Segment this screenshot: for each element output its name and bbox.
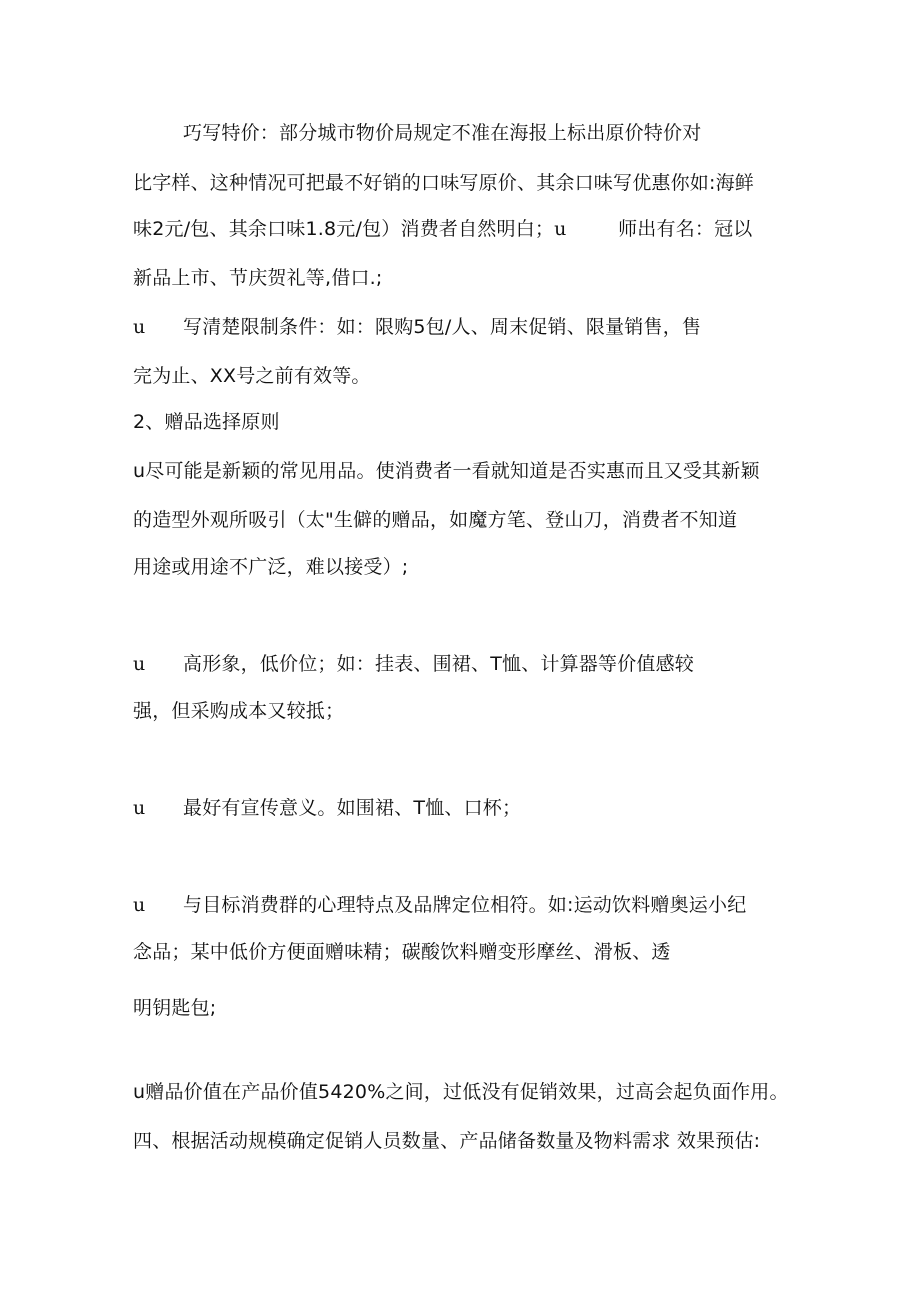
bullet-marker: u — [133, 797, 146, 819]
list-item: u 高形象，低价位；如：挂表、围裙、T恤、计算器等价值感较 — [133, 653, 695, 675]
bullet-marker: u — [133, 316, 146, 338]
paragraph-line: 强，但采购成本又较抵； — [133, 700, 345, 722]
paragraph-line: 念品；某中低价方便面赠味精；碳酸饮料赠变形摩丝、滑板、透 — [133, 941, 671, 963]
paragraph-line: 新品上市、节庆贺礼等,借口.; — [133, 267, 383, 289]
paragraph-line: 味2元/包、其余口味1.8元/包）消费者自然明白；u 师出有名：冠以 — [133, 218, 753, 240]
list-item: u 写清楚限制条件：如：限购5包/人、周末促销、限量销售，售 — [133, 316, 702, 338]
paragraph-line: 的造型外观所吸引（太"生僻的赠品，如魔方笔、登山刀，消费者不知道 — [133, 509, 738, 531]
paragraph-line: 巧写特价：部分城市物价局规定不准在海报上标出原价特价对 — [183, 122, 702, 144]
paragraph-line: 比字样、这种情况可把最不好销的口味写原价、其余口味写优惠你如:海鲜 — [133, 172, 755, 194]
bullet-marker: u — [133, 894, 146, 916]
paragraph-line: u赠品价值在产品价值5420%之间，过低没有促销效果，过高会起负面作用。 — [133, 1081, 789, 1103]
paragraph-line: 完为止、XX号之前有效等。 — [133, 365, 371, 387]
paragraph-line: u尽可能是新颖的常见用品。使消费者一看就知道是否实惠而且又受其新颖 — [133, 460, 760, 482]
bullet-marker: u — [133, 653, 146, 675]
paragraph-line: 用途或用途不广泛，难以接受）; — [133, 556, 409, 578]
list-item: u 最好有宣传意义。如围裙、T恤、口杯； — [133, 797, 522, 819]
list-item: u 与目标消费群的心理特点及品牌定位相符。如:运动饮料赠奥运小纪 — [133, 894, 747, 916]
section-heading: 四、根据活动规模确定促销人员数量、产品储备数量及物料需求 效果预估: — [133, 1130, 761, 1152]
bullet-marker: u — [554, 218, 567, 240]
paragraph-line: 明钥匙包; — [133, 997, 217, 1019]
section-heading: 2、赠品选择原则 — [133, 411, 280, 433]
